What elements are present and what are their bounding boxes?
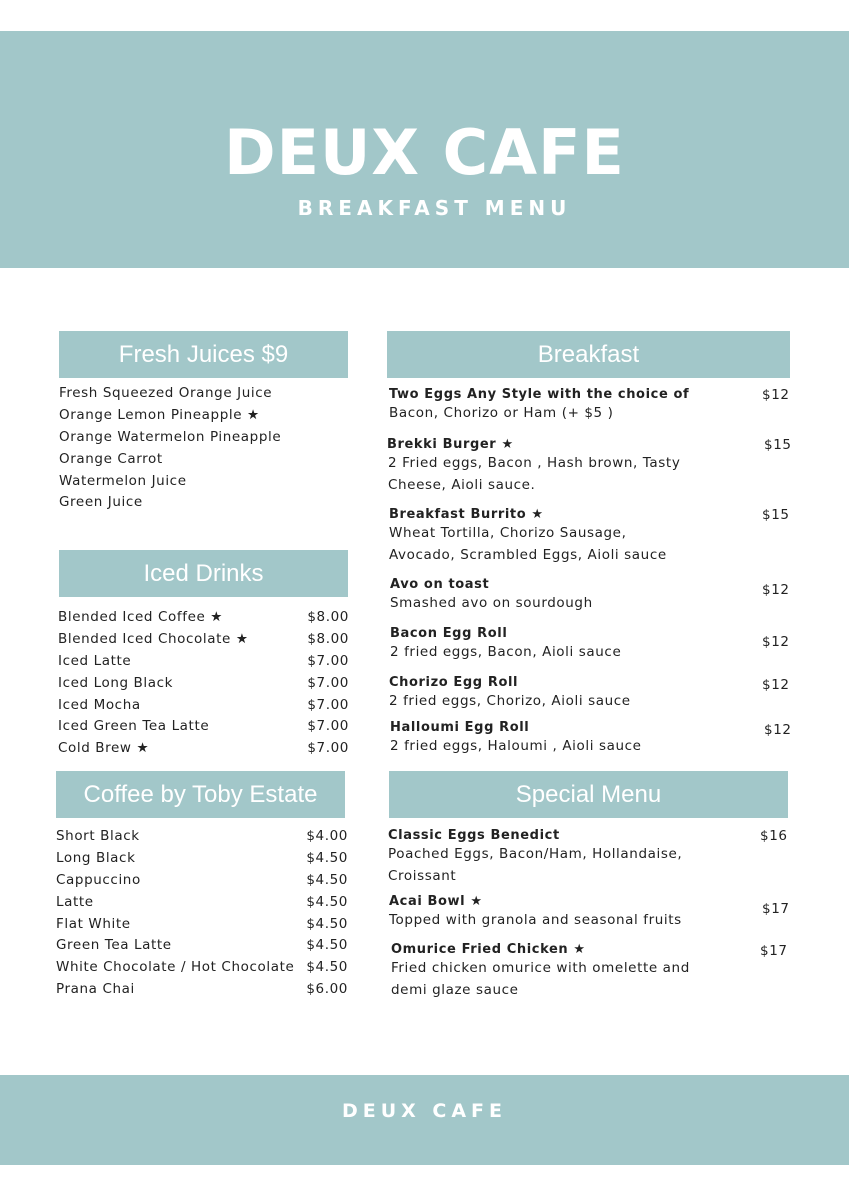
footer-brand: DEUX CAFE (341, 1100, 508, 1122)
cafe-title: DEUX CAFE (224, 116, 625, 189)
list-item: Prana Chai $6.00 (56, 981, 348, 998)
list-item: Blended Iced Chocolate ★ $8.00 (58, 630, 349, 647)
list-item: Flat White $4.50 (56, 915, 348, 932)
juices-list (59, 383, 348, 514)
list-item: Green Juice (59, 494, 143, 511)
list-item: Green Tea Latte $4.50 (56, 937, 348, 954)
list-item: White Chocolate / Hot Chocolate $4.50 (56, 959, 348, 976)
list-item: Iced Green Tea Latte $7.00 (58, 718, 349, 735)
menu-item-two-eggs: Two Eggs Any Style with the choice of $12 Bacon, Chorizo or Ham (+ $5 ) (389, 387, 790, 421)
menu-item-chorizo-egg-roll: Chorizo Egg Roll $12 2 fried eggs, Chorizo, Aioli sauce (389, 675, 790, 709)
section-heading-juices: Fresh Juices $9 (59, 331, 348, 378)
list-item: Blended Iced Coffee ★ $8.00 (58, 609, 349, 625)
list-item: Long Black $4.50 (56, 849, 348, 866)
section-heading-breakfast: Breakfast (387, 331, 790, 378)
list-item: Iced Latte $7.00 (58, 652, 349, 669)
list-item: Cold Brew ★ $7.00 (58, 740, 349, 757)
menu-item-breakfast-burrito: Breakfast Burrito ★ $15 Wheat Tortilla, Chorizo Sausage, Avocado, Scrambled Eggs, Aioli sauce (389, 507, 790, 563)
list-item: Watermelon Juice (59, 472, 187, 489)
menu-item-bacon-egg-roll: Bacon Egg Roll $12 2 fried eggs, Bacon, Aioli sauce (390, 626, 790, 660)
list-item: Fresh Squeezed Orange Juice (59, 385, 273, 401)
menu-item-avo-on-toast: Avo on toast $12 Smashed avo on sourdough (390, 577, 790, 611)
list-item: Orange Carrot (59, 450, 163, 467)
list-item: Orange Watermelon Pineapple (59, 428, 282, 445)
menu-item-omurice-fried-chicken: Omurice Fried Chicken ★ $17 Fried chicken omurice with omelette and demi glaze sauce (391, 942, 788, 998)
menu-item-halloumi-egg-roll: Halloumi Egg Roll $12 2 fried eggs, Haloumi , Aioli sauce (390, 720, 792, 754)
list-item: Orange Lemon Pineapple ★ (59, 406, 260, 423)
menu-item-brekki-burger: Brekki Burger ★ $15 2 Fried eggs, Bacon , Hash brown, Tasty Cheese, Aioli sauce. (387, 437, 792, 493)
list-item: Latte $4.50 (56, 893, 348, 910)
iced-drinks-list (58, 607, 349, 760)
list-item: Cappuccino $4.50 (56, 871, 348, 888)
section-heading-coffee: Coffee by Toby Estate (56, 771, 345, 818)
list-item: Iced Long Black $7.00 (58, 674, 349, 691)
section-heading-special: Special Menu (389, 771, 788, 818)
list-item: Short Black $4.00 (56, 828, 348, 844)
menu-item-acai-bowl: Acai Bowl ★ $17 Topped with granola and seasonal fruits (389, 894, 790, 928)
menu-item-eggs-benedict: Classic Eggs Benedict $16 Poached Eggs, Bacon/Ham, Hollandaise, Croissant (388, 828, 788, 884)
section-heading-iced-drinks: Iced Drinks (59, 550, 348, 597)
list-item: Iced Mocha $7.00 (58, 696, 349, 713)
menu-subtitle: BREAKFAST MENU (297, 196, 572, 220)
coffee-list (56, 826, 348, 1001)
